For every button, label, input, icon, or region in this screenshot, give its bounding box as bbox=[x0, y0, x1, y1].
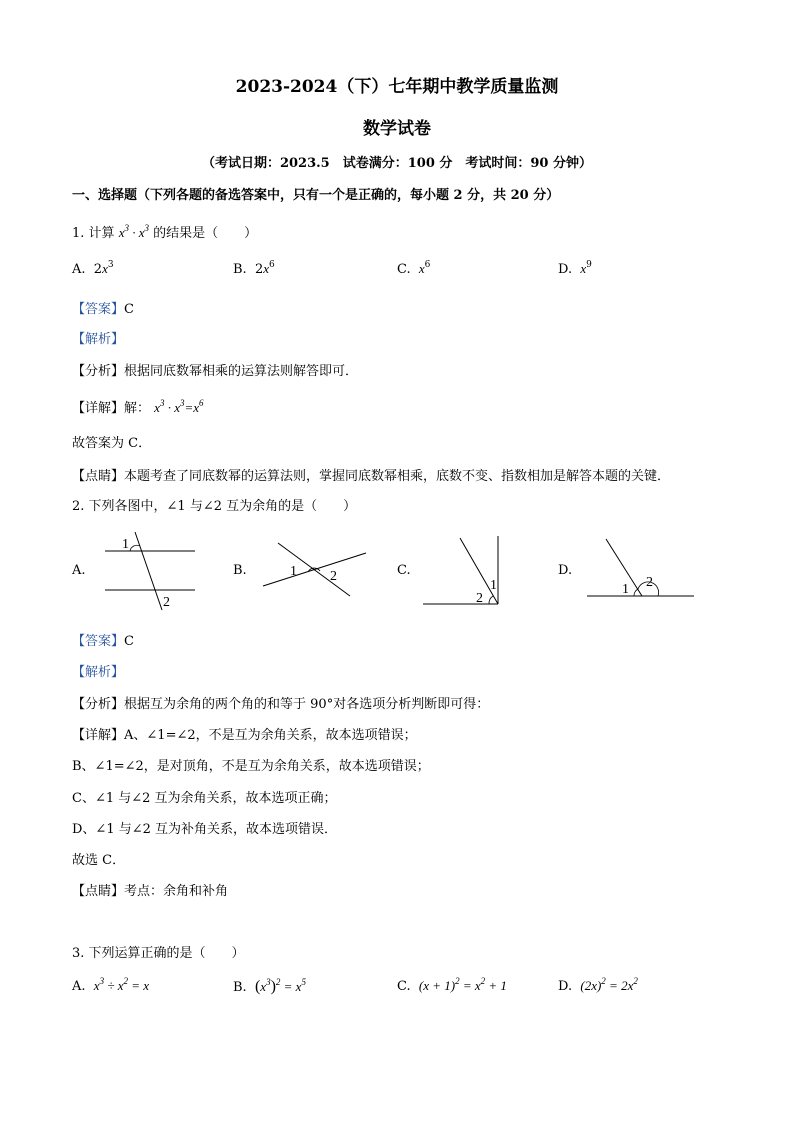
q1-expression: $x^3 \cdot x^3$ bbox=[118, 223, 149, 240]
q3-option-c: C. $(x + 1)^2 = x^2 + 1$ bbox=[397, 976, 507, 994]
exam-title: 2023-2024（下）七年期中教学质量监测 bbox=[235, 77, 559, 97]
q1-answer: 【答案】C bbox=[72, 302, 134, 317]
q2-figure-d bbox=[584, 536, 698, 600]
q2-option-a-label: A. bbox=[72, 563, 86, 578]
exam-info: （考试日期：2023.5 试卷满分：100 分 考试时间：90 分钟） bbox=[201, 156, 593, 171]
q1-num: 1. 计算 bbox=[72, 226, 115, 241]
q3-stem: 3. 下列运算正确的是（ ） bbox=[72, 946, 245, 961]
q2-stem: 2. 下列各图中，∠1 与∠2 互为余角的是（ ） bbox=[72, 499, 357, 514]
angle-label-2: 2 bbox=[330, 569, 337, 584]
q1-detail: 【详解】解： $x^3 \cdot x^3=x^6$ bbox=[72, 398, 204, 416]
angle-label-2: 2 bbox=[646, 575, 653, 590]
q1-comment: 【点睛】本题考查了同底数幂的运算法则，掌握同底数幂相乘，底数不变、指数相加是解答本题的关键． bbox=[72, 469, 671, 484]
q3-option-d: D. $(2x)^2 = 2x^2$ bbox=[558, 976, 638, 994]
q2-line-c: C、∠1 与∠2 互为余角关系，故本选项正确； bbox=[72, 791, 337, 806]
q1-fenxi: 【分析】根据同底数幂相乘的运算法则解答即可． bbox=[72, 364, 359, 379]
angle2-arc bbox=[489, 596, 493, 604]
q1-stem bbox=[72, 222, 257, 241]
angle-label-1: 1 bbox=[490, 578, 497, 593]
transversal-line bbox=[135, 532, 162, 610]
q2-detail-a: 【详解】A、∠1=∠2，不是互为余角关系，故本选项错误； bbox=[72, 728, 417, 743]
angle-label-1: 1 bbox=[122, 537, 129, 552]
angle1-arc bbox=[130, 545, 140, 551]
q2-analysis-tag: 【解析】 bbox=[72, 665, 125, 680]
q1-option-a: A. $2x^3$ bbox=[72, 260, 114, 277]
q3-option-a: A. $x^3 \div x^2 = x$ bbox=[72, 976, 150, 994]
q1-tail: 的结果是（ ） bbox=[153, 226, 258, 241]
q1-analysis-tag: 【解析】 bbox=[72, 332, 125, 347]
exam-subtitle: 数学试卷 bbox=[363, 119, 431, 139]
line-2 bbox=[263, 553, 366, 586]
angle-label-1: 1 bbox=[290, 564, 297, 579]
q2-option-d-label: D. bbox=[558, 563, 573, 578]
q2-fenxi: 【分析】根据互为余角的两个角的和等于 90°对各选项分析判断即可得： bbox=[72, 697, 490, 712]
q1-option-c: C. $x^6$ bbox=[397, 260, 431, 277]
q2-option-c-label: C. bbox=[397, 563, 411, 578]
q1-option-d: D. $x^9$ bbox=[558, 260, 592, 277]
q1-conclusion: 故答案为 C． bbox=[72, 436, 152, 451]
q2-conclusion: 故选 C． bbox=[72, 853, 126, 868]
angle-label-1: 1 bbox=[622, 582, 629, 597]
q2-figure-a bbox=[100, 530, 200, 615]
q2-answer: 【答案】C bbox=[72, 634, 134, 649]
q1-option-b: B. $2x^6$ bbox=[233, 260, 275, 277]
section-heading: 一、选择题（下列各题的备选答案中，只有一个是正确的，每小题 2 分，共 20 分） bbox=[72, 188, 560, 203]
angle-label-2: 2 bbox=[163, 595, 170, 610]
q2-figure-c bbox=[420, 534, 504, 608]
angle1-arc bbox=[634, 589, 638, 596]
q3-option-b: B. $(x^3)^2 = x^5$ bbox=[233, 977, 306, 995]
q2-option-b-label: B. bbox=[233, 563, 247, 578]
q2-line-b: B、∠1=∠2，是对顶角，不是互为余角关系，故本选项错误； bbox=[72, 759, 430, 774]
angle-label-2: 2 bbox=[476, 591, 483, 606]
q2-figure-b bbox=[258, 538, 370, 600]
q2-line-d: D、∠1 与∠2 互为补角关系，故本选项错误． bbox=[72, 822, 338, 837]
q2-comment: 【点睛】考点：余角和补角 bbox=[72, 884, 229, 899]
